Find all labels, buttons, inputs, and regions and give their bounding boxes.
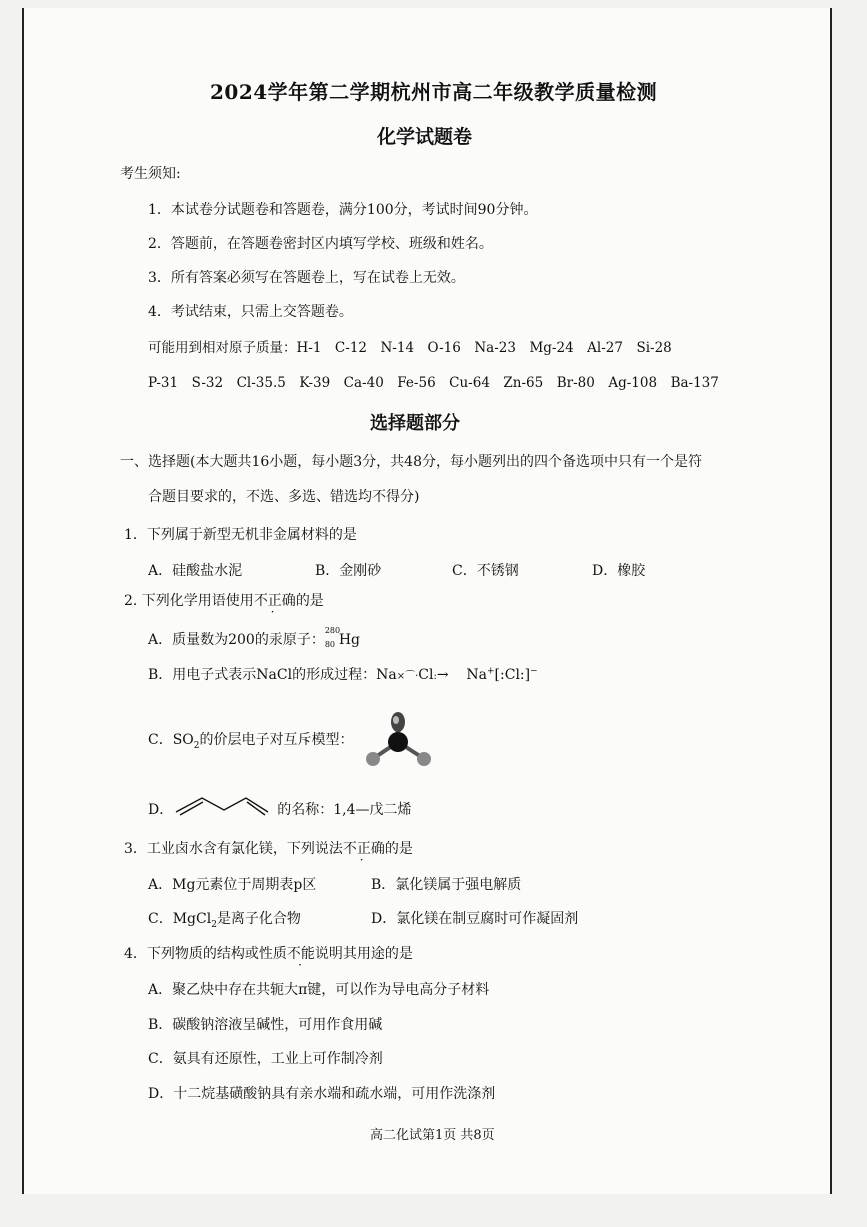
- notice-item-3: 3．所有答案必须写在答题卷上，写在试卷上无效。: [148, 270, 465, 286]
- exam-subtitle: 化学试题卷: [377, 126, 473, 148]
- q2-option-d: D． 的名称：1,4—戊二烯: [148, 802, 412, 818]
- notice-heading: 考生须知:: [120, 166, 181, 182]
- q4-stem: 4．下列物质的结构或性质不能说明其用途的是: [124, 946, 413, 962]
- q4-option-a: A．聚乙炔中存在共轭大π键，可以作为导电高分子材料: [148, 982, 490, 998]
- q3-emphasis: 不正确: [342, 841, 385, 857]
- atomic-mass-line-1: 可能用到相对原子质量：H-1 C-12 N-14 O-16 Na-23 Mg-24 Al-27 Si-28: [148, 340, 672, 356]
- q4-emphasis: 不能: [286, 946, 315, 962]
- pentadiene-skeleton-structure: [172, 792, 272, 816]
- notice-item-1: 1．本试卷分试题卷和答题卷，满分100分，考试时间90分钟。: [148, 202, 538, 218]
- q3-option-c: C．MgCl$_2$是离子化合物: [148, 911, 301, 930]
- section-instruction-1: 一、选择题(本大题共16小题，每小题3分，共48分，每小题列出的四个备选项中只有一个是符: [120, 454, 702, 470]
- q2-option-b: B．用电子式表示NaCl的形成过程：Na×⌒·Cl:→ Na+[:Cl:]−: [148, 666, 538, 683]
- q2-stem: 2. 下列化学用语使用不正确的是: [124, 593, 324, 609]
- section-title: 选择题部分: [370, 413, 460, 434]
- q3-option-b: B．氯化镁属于强电解质: [371, 877, 522, 893]
- q4-option-b: B．碳酸钠溶液呈碱性，可用作食用碱: [148, 1017, 383, 1033]
- q1-option-b: B．金刚砂: [315, 563, 382, 579]
- page-footer: 高二化试第1页 共8页: [370, 1128, 495, 1143]
- q3-option-a: A．Mg元素位于周期表p区: [148, 877, 317, 893]
- q3-stem: 3．工业卤水含有氯化镁，下列说法不正确的是: [124, 841, 413, 857]
- atomic-mass-line-2: P-31 S-32 Cl-35.5 K-39 Ca-40 Fe-56 Cu-64 Zn-65 Br-80 Ag-108 Ba-137: [148, 375, 719, 391]
- vsepr-model-diagram: [362, 706, 434, 768]
- exam-title: 2024学年第二学期杭州市高二年级教学质量检测: [210, 80, 658, 104]
- section-instruction-2: 合题目要求的，不选、多选、错选均不得分): [148, 489, 420, 505]
- q1-option-a: A．硅酸盐水泥: [148, 563, 243, 579]
- q2-option-a: A．质量数为200的汞原子： 280 80 Hg: [148, 626, 361, 649]
- q3-option-d: D．氯化镁在制豆腐时可作凝固剂: [371, 911, 579, 927]
- notice-item-4: 4．考试结束，只需上交答题卷。: [148, 304, 353, 320]
- q1-option-c: C．不锈钢: [452, 563, 519, 579]
- q2-emphasis: 不正确: [253, 593, 296, 609]
- q4-option-d: D．十二烷基磺酸钠具有亲水端和疏水端，可用作洗涤剂: [148, 1086, 496, 1102]
- q4-option-c: C．氨具有还原性，工业上可作制冷剂: [148, 1051, 383, 1067]
- notice-item-2: 2．答题前，在答题卷密封区内填写学校、班级和姓名。: [148, 236, 493, 252]
- q2-option-c: C．$SO_2$的价层电子对互斥模型：: [148, 732, 354, 751]
- q1-option-d: D．橡胶: [592, 563, 646, 579]
- q1-stem: 1．下列属于新型无机非金属材料的是: [124, 527, 357, 543]
